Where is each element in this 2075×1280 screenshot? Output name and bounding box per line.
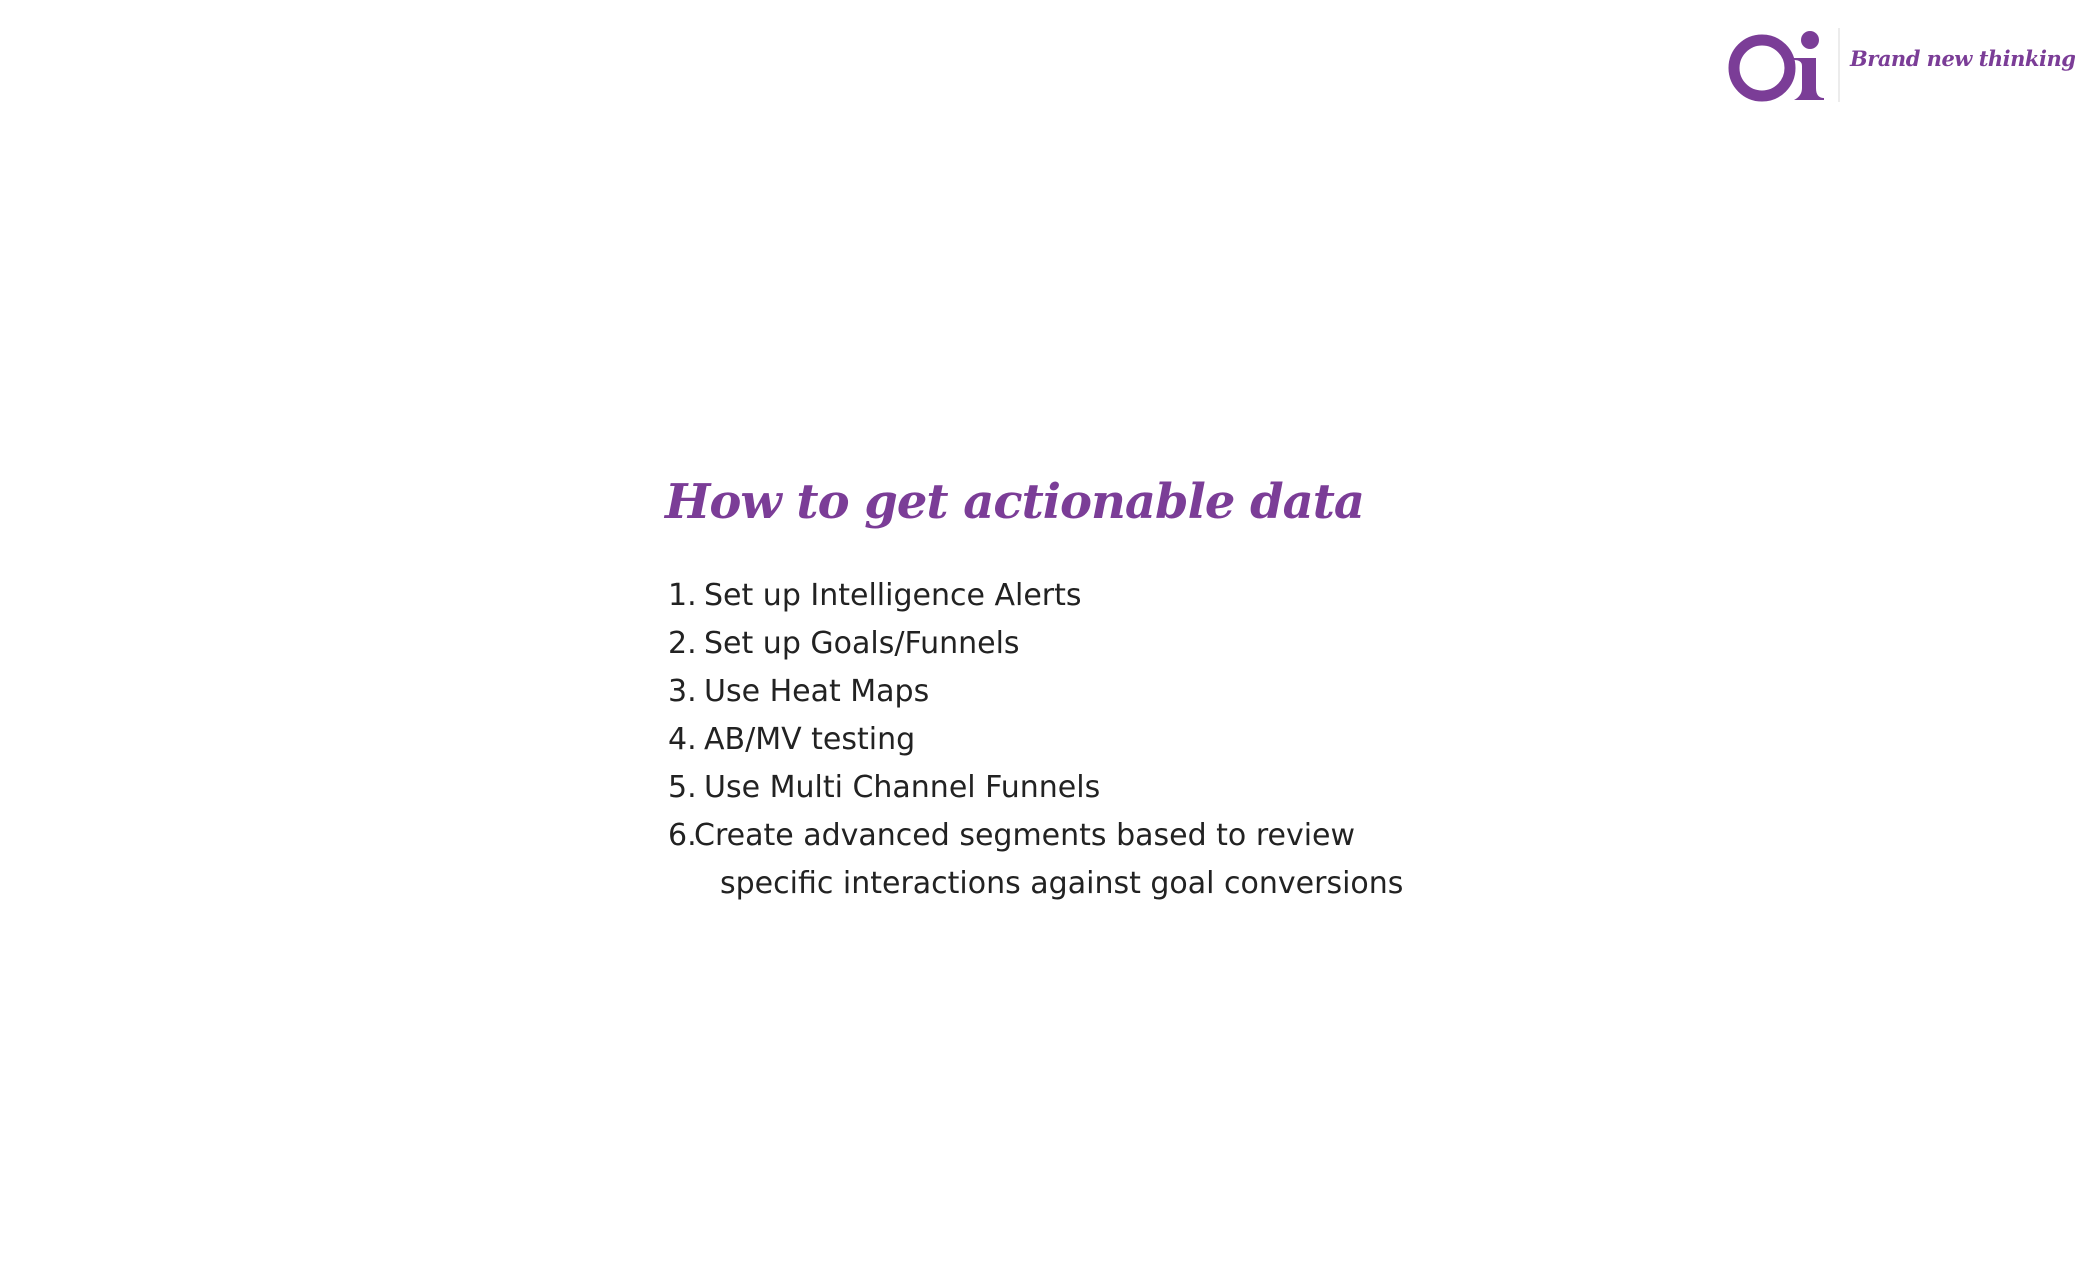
list-item — [668, 812, 1404, 908]
item-text: Set up Goals/Funnels — [704, 626, 1020, 661]
oi-logo-icon — [1728, 30, 1828, 100]
item-text: Create advanced segments based to review — [694, 818, 1356, 853]
item-text-block — [694, 812, 1403, 908]
brand-tagline: Brand new thinking — [1850, 46, 2075, 71]
item-number: 1. — [668, 578, 697, 613]
steps-list — [668, 572, 1404, 908]
list-item — [668, 572, 1388, 620]
list-item — [668, 764, 1388, 812]
item-number: 6. — [668, 818, 697, 853]
item-text: Use Heat Maps — [704, 674, 930, 709]
brand-logo — [1728, 26, 2075, 108]
item-text: AB/MV testing — [704, 722, 916, 757]
list-item — [668, 716, 1388, 764]
list-item — [668, 620, 1388, 668]
item-number: 4. — [668, 722, 697, 757]
logo-divider — [1838, 28, 1840, 102]
item-number: 2. — [668, 626, 697, 661]
item-text: Use Multi Channel Funnels — [704, 770, 1101, 805]
item-number: 3. — [668, 674, 697, 709]
list-item — [668, 668, 1388, 716]
item-text-continuation: specific interactions against goal conversions — [720, 866, 1404, 901]
item-text: Set up Intelligence Alerts — [704, 578, 1082, 613]
slide-title: How to get actionable data — [665, 474, 1365, 530]
item-number: 5. — [668, 770, 697, 805]
